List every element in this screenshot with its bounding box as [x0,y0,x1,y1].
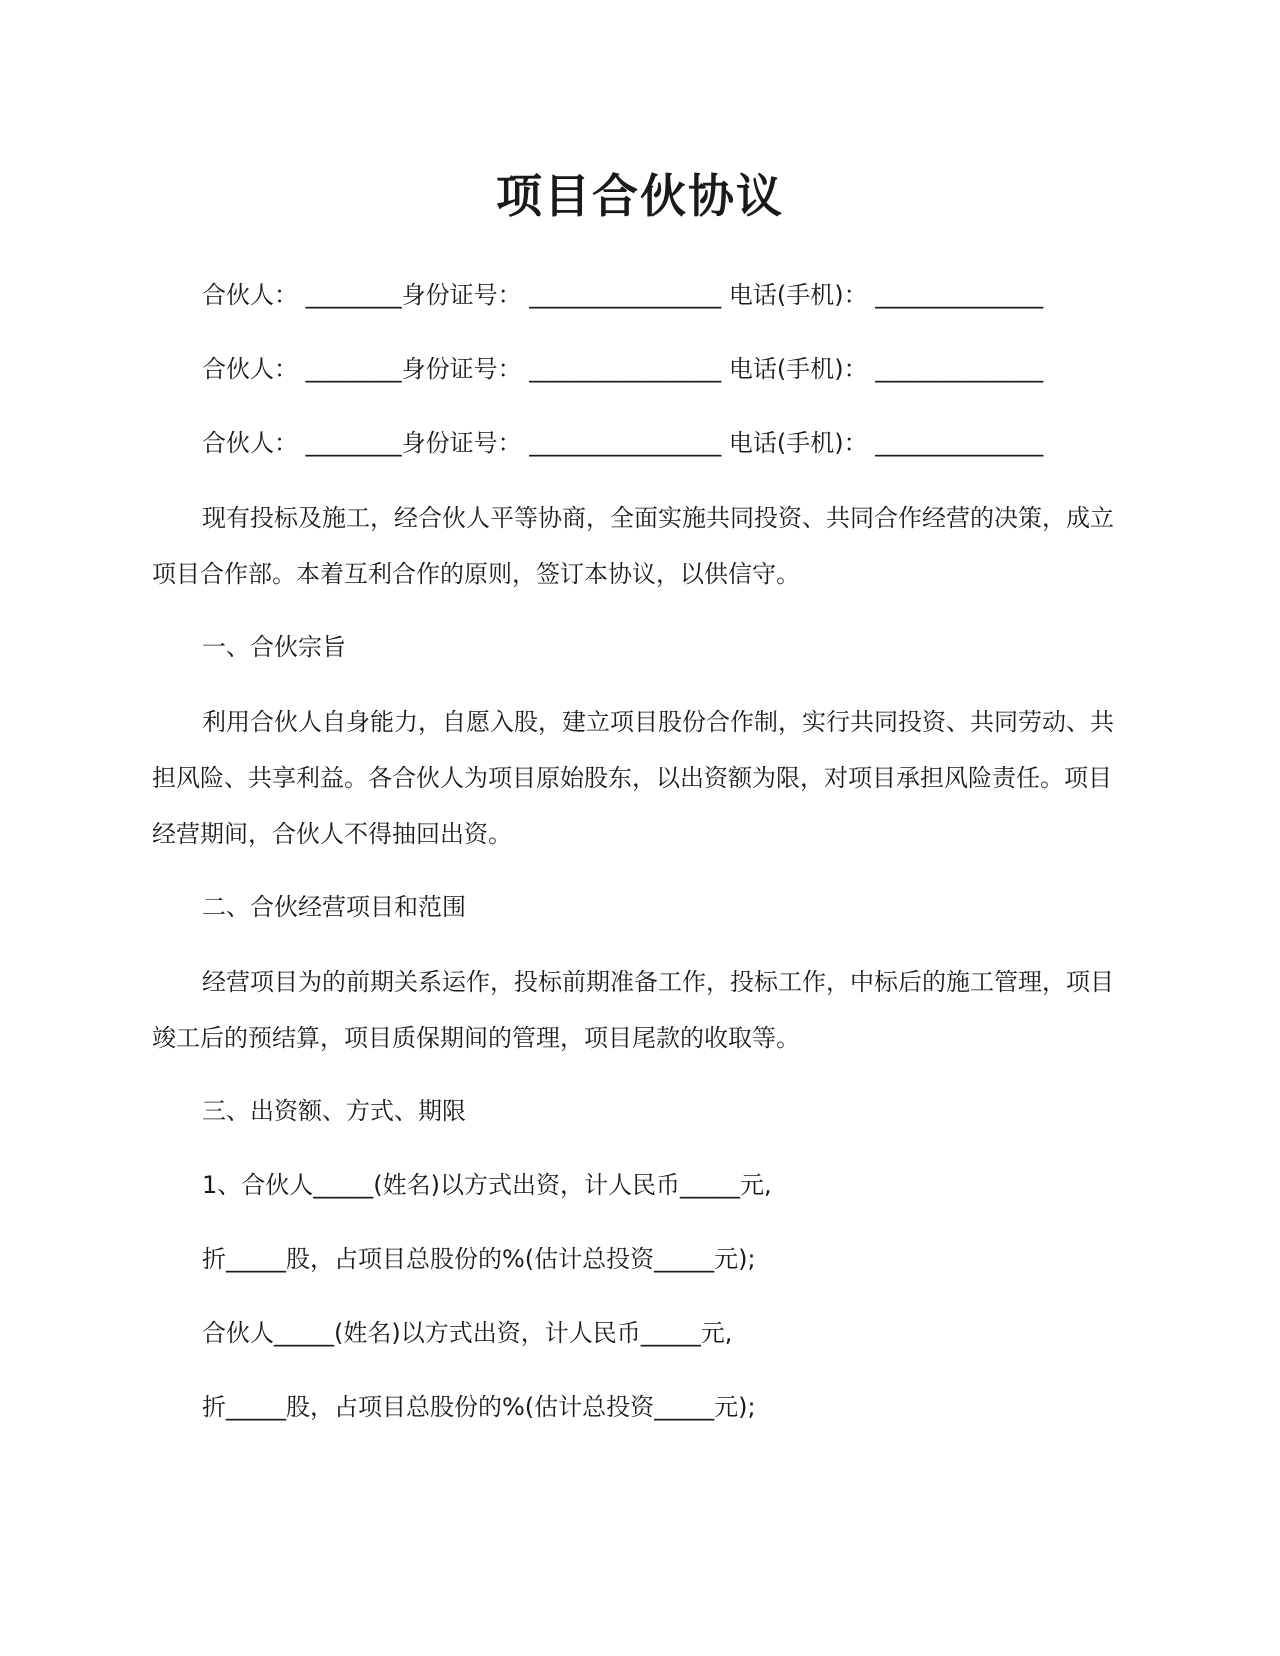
intro-paragraph: 现有投标及施工，经合伙人平等协商，全面实施共同投资、共同合作经营的决策，成立项目合作部。本着互利合作的原则，签订本协议，以供信守。 [152,504,1114,588]
partner-line-1: 合伙人： ________身份证号： ________________ 电话(手机)： ______________ [202,281,1044,309]
section3-line-4: 折_____股，占项目总股份的%(估计总投资_____元); [202,1393,756,1421]
section1-paragraph: 利用合伙人自身能力，自愿入股，建立项目股份合作制，实行共同投资、共同劳动、共担风险、共享利益。各合伙人为项目原始股东，以出资额为限，对项目承担风险责任。项目经营期间，合伙人不得抽回出资。 [152,708,1114,848]
partner-line-3: 合伙人： ________身份证号： ________________ 电话(手机)： ______________ [202,429,1044,457]
section2-paragraph: 经营项目为的前期关系运作，投标前期准备工作，投标工作，中标后的施工管理，项目竣工后的预结算，项目质保期间的管理，项目尾款的收取等。 [152,968,1114,1052]
document-body [152,268,1132,1454]
section3-line-2: 折_____股，占项目总股份的%(估计总投资_____元); [202,1245,756,1273]
section3-heading: 三、出资额、方式、期限 [202,1097,466,1125]
document-title: 项目合伙协议 [496,169,784,223]
section3-line-3: 合伙人_____(姓名)以方式出资，计人民币_____元, [202,1319,733,1347]
section2-heading: 二、合伙经营项目和范围 [202,893,466,921]
section3-line-1: 1、合伙人_____(姓名)以方式出资，计人民币_____元, [202,1171,772,1199]
section1-heading: 一、合伙宗旨 [202,633,346,661]
partner-line-2: 合伙人： ________身份证号： ________________ 电话(手机)： ______________ [202,355,1044,383]
